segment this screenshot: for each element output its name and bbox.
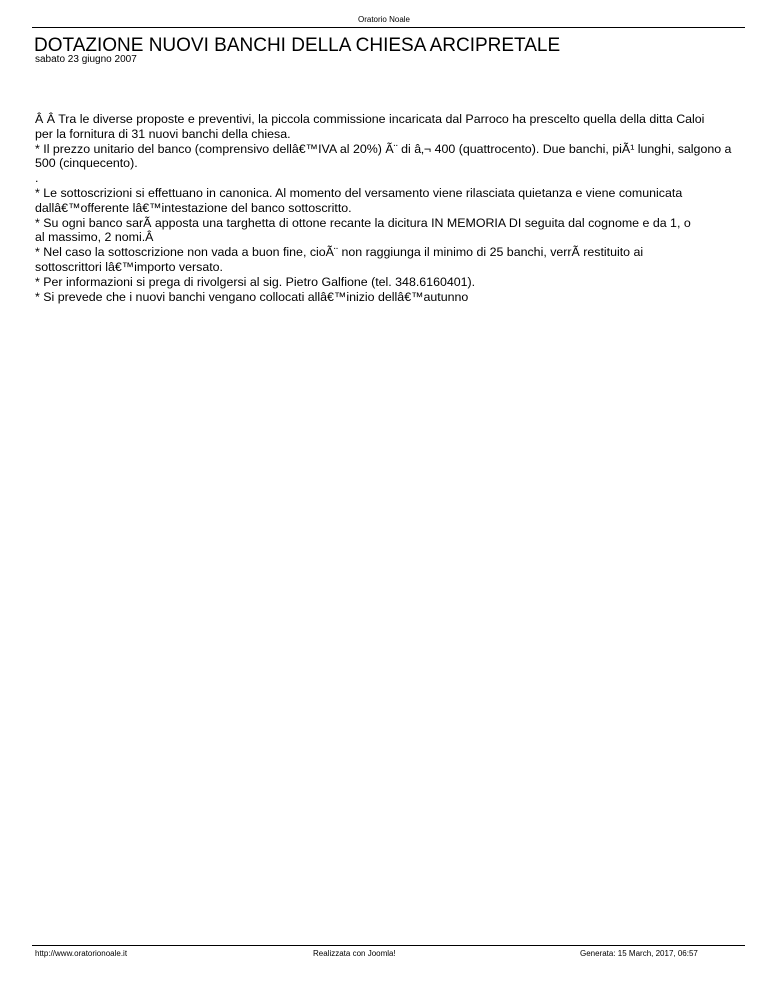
- footer-site-url: http://www.oratorionoale.it: [35, 949, 128, 958]
- article-body-line: * Per informazioni si prega di rivolgersi al sig. Pietro Galfione (tel. 348.6160401).: [35, 274, 476, 289]
- site-name-header: Oratorio Noale: [357, 15, 411, 24]
- article-body-line: al massimo, 2 nomi.Â: [35, 230, 154, 245]
- article-body-line: * Si prevede che i nuovi banchi vengano collocati allâ€™inizio dellâ€™autunno: [35, 289, 469, 304]
- footer-generated-date: Generata: 15 March, 2017, 06:57: [580, 949, 698, 958]
- article-body-line: dallâ€™offerente lâ€™intestazione del banco sottoscritto.: [35, 200, 352, 215]
- article-body-line: per la fornitura di 31 nuovi banchi della chiesa.: [35, 126, 291, 141]
- article-body-line: * Le sottoscrizioni si effettuano in canonica. Al momento del versamento viene rilasciata quietanza e viene comunicata: [35, 185, 683, 200]
- article-date: sabato 23 giugno 2007: [35, 54, 137, 65]
- article-body-line: * Nel caso la sottoscrizione non vada a buon fine, cioÃ¨ non raggiunga il minimo di 25 banchi, verrÃ restituito ai: [35, 245, 644, 260]
- footer-credit: Realizzata con Joomla!: [313, 949, 396, 958]
- article-body-line: Â Â Tra le diverse proposte e preventivi, la piccola commissione incaricata dal Parroco ha prescelto quella della ditta Caloi: [35, 112, 705, 126]
- article-body-line: * Il prezzo unitario del banco (comprensivo dellâ€™IVA al 20%) Ã¨ di â‚¬ 400 (quattrocento). Due banchi, piÃ¹ lunghi, salgono a: [35, 141, 732, 156]
- article-body: [35, 112, 763, 304]
- article-title: DOTAZIONE NUOVI BANCHI DELLA CHIESA ARCIPRETALE: [34, 35, 561, 56]
- article-body-line: * Su ogni banco sarÃ apposta una targhetta di ottone recante la dicitura IN MEMORIA DI seguita dal cognome e da 1, o: [35, 215, 691, 230]
- footer-divider: [32, 945, 745, 946]
- article-body-line: 500 (cinquecento).: [35, 156, 138, 171]
- article-body-line: sottoscrittori lâ€™importo versato.: [35, 259, 223, 274]
- article-body-line: .: [35, 171, 39, 186]
- header-divider: [32, 27, 745, 28]
